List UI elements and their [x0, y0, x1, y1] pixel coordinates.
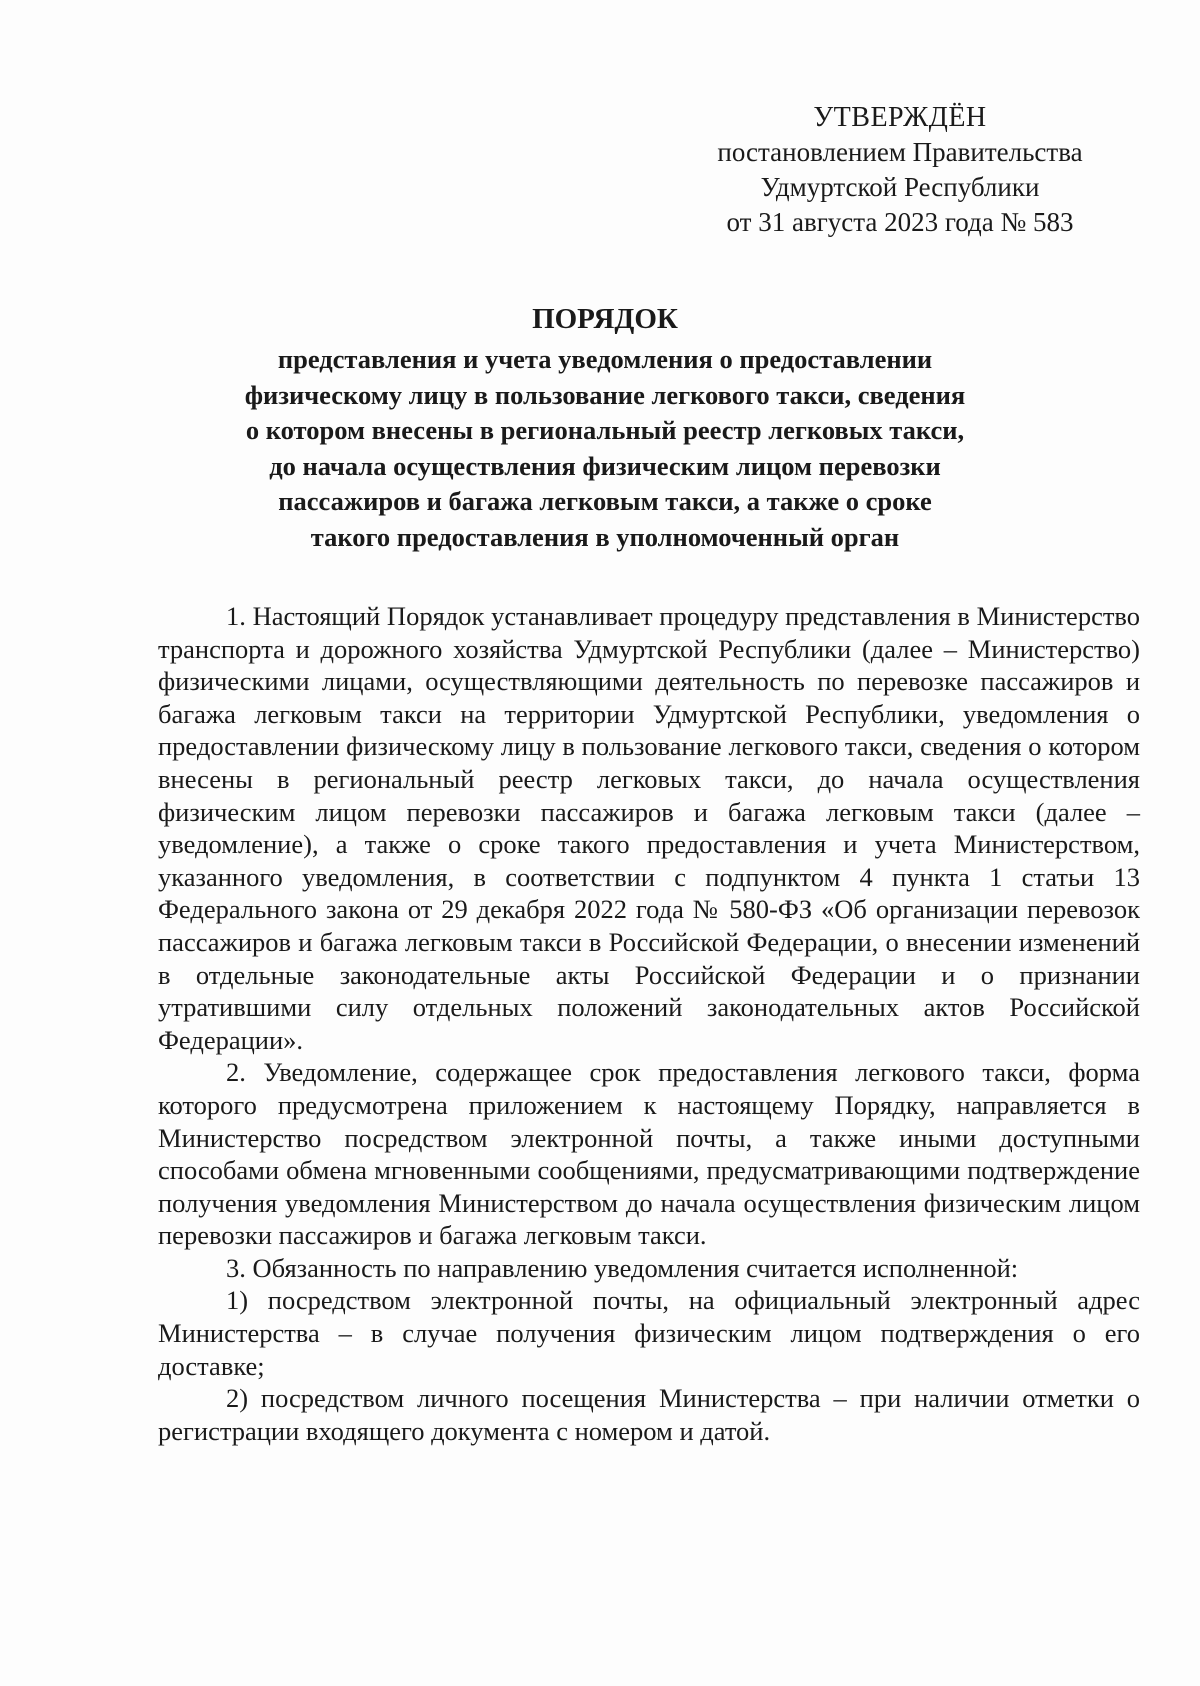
paragraph-2: 2. Уведомление, содержащее срок предоставления легкового такси, форма которого предусмотрена приложением к настоящему Порядку, направляется в Министерство посредством электронной почты, а также иными доступными способами обмена мгновенными сообщениями, предусматривающими подтверждение получения уведомления Министерством до начала осуществления физическим лицом перевозки пассажиров и багажа легковым такси.: [158, 1057, 1140, 1251]
heading-line: о котором внесены в региональный реестр легковых такси,: [245, 415, 965, 445]
paragraph-3-item-2: 2) посредством личного посещения Министерства – при наличии отметки о регистрации входящего документа с номером и датой.: [158, 1383, 1140, 1446]
heading-line: такого предоставления в уполномоченный орган: [310, 521, 900, 552]
approval-line: от 31 августа 2023 года № 583: [726, 207, 1074, 237]
approval-title: УТВЕРЖДЁН: [813, 102, 987, 133]
document-title: ПОРЯДОК: [532, 303, 678, 335]
approval-line: Удмуртской Республики: [760, 172, 1040, 202]
heading-line: физическому лицу в пользование легкового такси, сведения: [244, 379, 966, 410]
paragraph-3: 3. Обязанность по направлению уведомления считается исполненной:: [226, 1252, 1019, 1283]
document-body: [158, 600, 1140, 1447]
approval-line: постановлением Правительства: [717, 137, 1083, 167]
heading-line: до начала осуществления физическим лицом перевозки: [269, 450, 941, 481]
approval-block: [690, 100, 1110, 240]
document-heading: [165, 300, 1045, 555]
paragraph-3-item-1: 1) посредством электронной почты, на официальный электронный адрес Министерства – в случае получения физическим лицом подтверждения о его доставке;: [158, 1285, 1140, 1381]
paragraph-1: 1. Настоящий Порядок устанавливает процедуру представления в Министерство транспорта и дорожного хозяйства Удмуртской Республики (далее – Министерство) физическими лицами, осуществляющими деятельность по перевозке пассажиров и багажа легковым такси на территории Удмуртской Республики, уведомления о предоставлении физическому лицу в пользование легкового такси, сведения о котором внесены в региональный реестр легковых такси, до начала осуществления физическим лицом перевозки пассажиров и багажа легковым такси (далее – уведомление), а также о сроке такого предоставления и учета Министерством, указанного уведомления, в соответствии с подпунктом 4 пункта 1 статьи 13 Федерального закона от 29 декабря 2022 года № 580-ФЗ «Об организации перевозок пассажиров и багажа легковым такси в Российской Федерации, о внесении изменений в отдельные законодательные акты Российской Федерации и о признании утратившими силу отдельных положений законодательных актов Российской Федерации».: [158, 601, 1140, 1055]
heading-line: представления и учета уведомления о предоставлении: [277, 344, 933, 374]
heading-line: пассажиров и багажа легковым такси, а также о сроке: [278, 486, 932, 516]
